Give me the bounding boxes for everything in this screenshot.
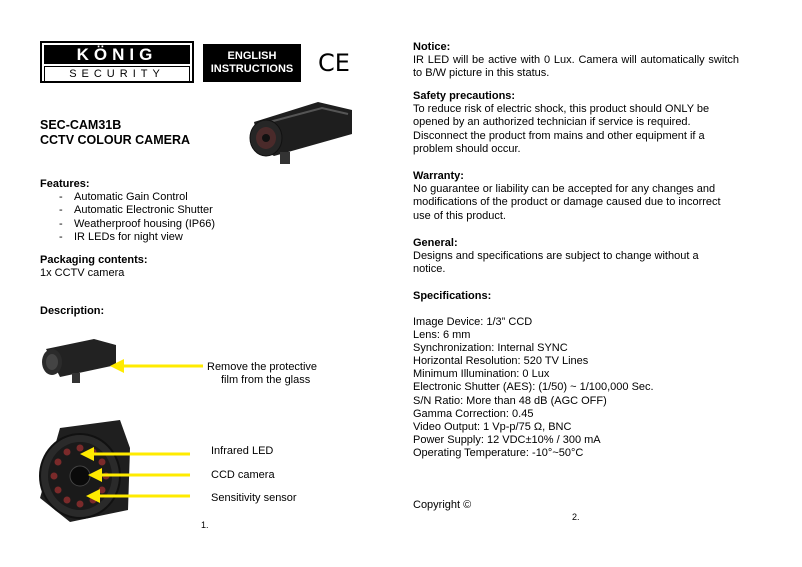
spec-item: Power Supply: 12 VDC±10% / 300 mA [413,433,601,446]
logo-brand-text: KÖNIG [44,45,190,64]
list-item: - Automatic Electronic Shutter [40,204,215,217]
general-line: notice. [413,263,446,276]
description-heading: Description: [40,305,105,317]
spec-item: S/N Ratio: More than 48 dB (AGC OFF) [413,394,607,407]
safety-line: To reduce risk of electric shock, this product should ONLY be [413,103,710,115]
safety-line: problem should occur. [413,143,521,156]
general-line: Designs and specifications are subject to change without a [413,250,699,262]
specifications-list [413,316,654,460]
safety-heading: Safety precautions: [413,90,516,102]
spec-item: Synchronization: Internal SYNC [413,342,568,355]
safety-text [413,103,709,157]
camera-photo-front [30,418,195,523]
camera-photo-side [38,335,208,385]
konig-security-logo [40,41,194,83]
warranty-text [413,183,721,223]
specifications-heading: Specifications: [413,290,492,302]
notice-text: IR LED will be active with 0 Lux. Camera will automatically switch to B/W picture in this status. [413,54,739,80]
safety-line: Disconnect the product from mains and other equipment if a [413,129,705,142]
page-number-1: 1. [201,520,209,530]
camera-photo-top [240,100,355,165]
ce-mark-icon: CE [318,49,350,77]
list-item: - Automatic Gain Control [40,191,215,204]
list-item: - Weatherproof housing (IP66) [40,218,215,231]
copyright-text: Copyright © [413,499,472,511]
notice-heading: Notice: [413,41,451,53]
language-badge-line1: ENGLISH [227,50,277,62]
features-list [40,191,215,245]
spec-item: Video Output: 1 Vp-p/75 Ω, BNC [413,420,572,433]
spec-item: Electronic Shutter (AES): (1/50) ~ 1/100,000 Sec. [413,381,654,394]
warranty-line: use of this product. [413,209,506,222]
spec-item: Gamma Correction: 0.45 [413,407,534,420]
spec-item: Operating Temperature: -10°~50°C [413,446,584,459]
page-number-2: 2. [572,512,580,522]
safety-line: opened by an authorized technician if service is required. [413,116,691,129]
packaging-text: 1x CCTV camera [40,267,125,279]
logo-security-text: SECURITY [44,66,190,82]
warranty-heading: Warranty: [413,170,464,182]
label-ccd-camera: CCD camera [211,469,275,481]
spec-item: Lens: 6 mm [413,329,471,342]
language-badge-line2: INSTRUCTIONS [210,63,294,75]
label-sensitivity-sensor: Sensitivity sensor [211,492,297,504]
product-name: CCTV COLOUR CAMERA [40,133,190,147]
list-item: - IR LEDs for night view [40,231,215,244]
warranty-line: modifications of the product or damage caused due to incorrect [413,196,721,209]
general-text [413,250,699,277]
spec-item: Minimum Illumination: 0 Lux [413,368,550,381]
product-model: SEC-CAM31B [40,118,122,132]
warranty-line: No guarantee or liability can be accepted for any changes and [413,183,716,195]
spec-item: Image Device: 1/3” CCD [413,316,533,328]
features-heading: Features: [40,178,90,190]
spec-item: Horizontal Resolution: 520 TV Lines [413,355,589,368]
language-badge [203,44,301,82]
packaging-heading: Packaging contents: [40,254,148,266]
general-heading: General: [413,237,458,249]
label-remove-film-2: film from the glass [221,374,311,386]
label-remove-film-1: Remove the protective [207,361,318,373]
label-infrared-led: Infrared LED [211,445,274,457]
